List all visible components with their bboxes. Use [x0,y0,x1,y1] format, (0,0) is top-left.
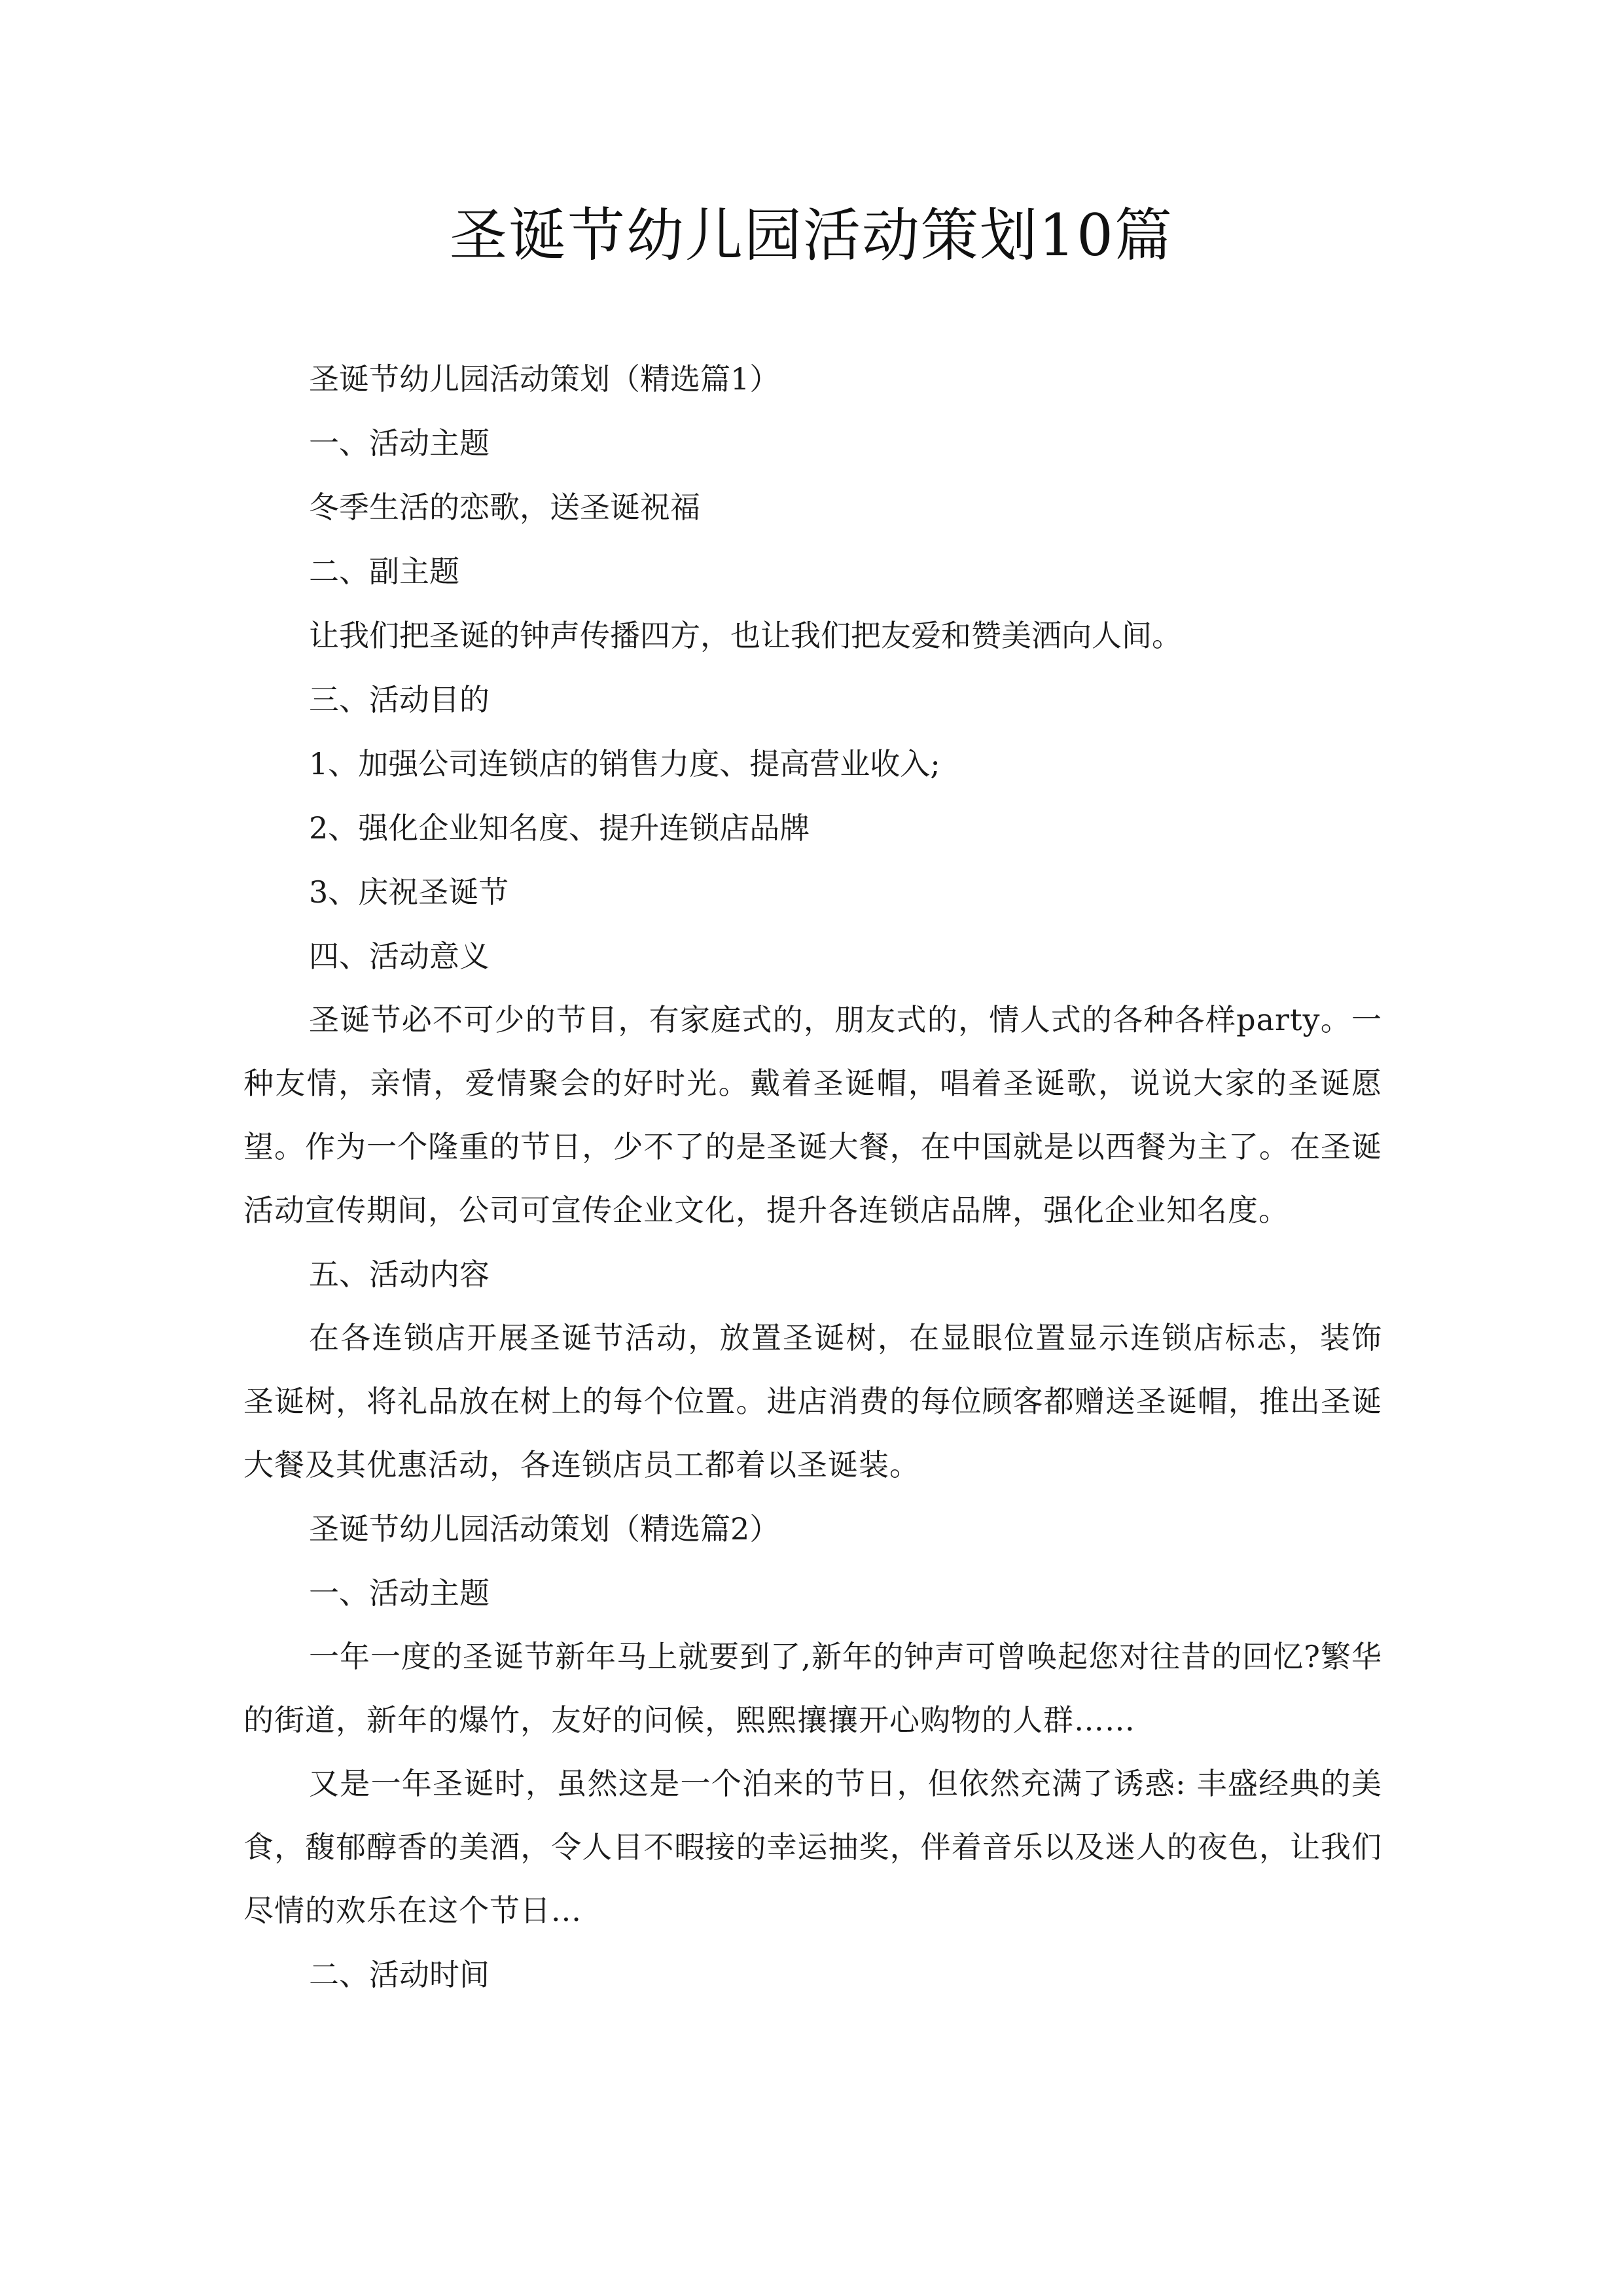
purpose-item-1: 1、加强公司连锁店的销售力度、提高营业收入; [309,746,940,781]
content-paragraph: 在各连锁店开展圣诞节活动，放置圣诞树，在显眼位置显示连锁店标志，装饰圣诞树，将礼品放在树上的每个位置。进店消费的每位顾客都赠送圣诞帽，推出圣诞大餐及其优惠活动，各连锁店员工都着以圣诞装。 [243,1320,1382,1482]
document-body [243,347,1382,2007]
subtheme-text: 让我们把圣诞的钟声传播四方，也让我们把友爱和赞美洒向人间。 [309,618,1182,653]
section-heading-part-1: 圣诞节幼儿园活动策划（精选篇1） [309,361,780,397]
heading-activity-significance: 四、活动意义 [309,939,490,974]
theme-paragraph-3: 又是一年圣诞时，虽然这是一个泊来的节日，但依然充满了诱惑: 丰盛经典的美食，馥郁醇香的美酒，令人目不暇接的幸运抽奖，伴着音乐以及迷人的夜色，让我们尽情的欢乐在这个节日... [243,1766,1382,1928]
heading-activity-time: 二、活动时间 [309,1957,490,1992]
heading-activity-theme-2: 一、活动主题 [309,1575,490,1611]
theme-text: 冬季生活的恋歌，送圣诞祝福 [309,490,700,525]
heading-subtheme: 二、副主题 [309,554,459,589]
significance-paragraph: 圣诞节必不可少的节目，有家庭式的，朋友式的，情人式的各种各样party。一种友情，亲情，爱情聚会的好时光。戴着圣诞帽，唱着圣诞歌，说说大家的圣诞愿望。作为一个隆重的节日，少不了的是圣诞大餐，在中国就是以西餐为主了。在圣诞活动宣传期间，公司可宣传企业文化，提升各连锁店品牌，强化企业知名度。 [243,1002,1382,1228]
purpose-item-2: 2、强化企业知名度、提升连锁店品牌 [309,810,810,846]
section-heading-part-2: 圣诞节幼儿园活动策划（精选篇2） [309,1511,780,1547]
heading-activity-theme: 一、活动主题 [309,425,490,461]
purpose-item-3: 3、庆祝圣诞节 [309,874,509,910]
heading-activity-content: 五、活动内容 [309,1257,490,1292]
theme-paragraph-2: 一年一度的圣诞节新年马上就要到了,新年的钟声可曾唤起您对往昔的回忆?繁华的街道，新年的爆竹，友好的问候，熙熙攘攘开心购物的人群…… [243,1639,1382,1738]
heading-activity-purpose: 三、活动目的 [309,682,490,717]
document-title: 圣诞节幼儿园活动策划10篇 [450,202,1173,269]
